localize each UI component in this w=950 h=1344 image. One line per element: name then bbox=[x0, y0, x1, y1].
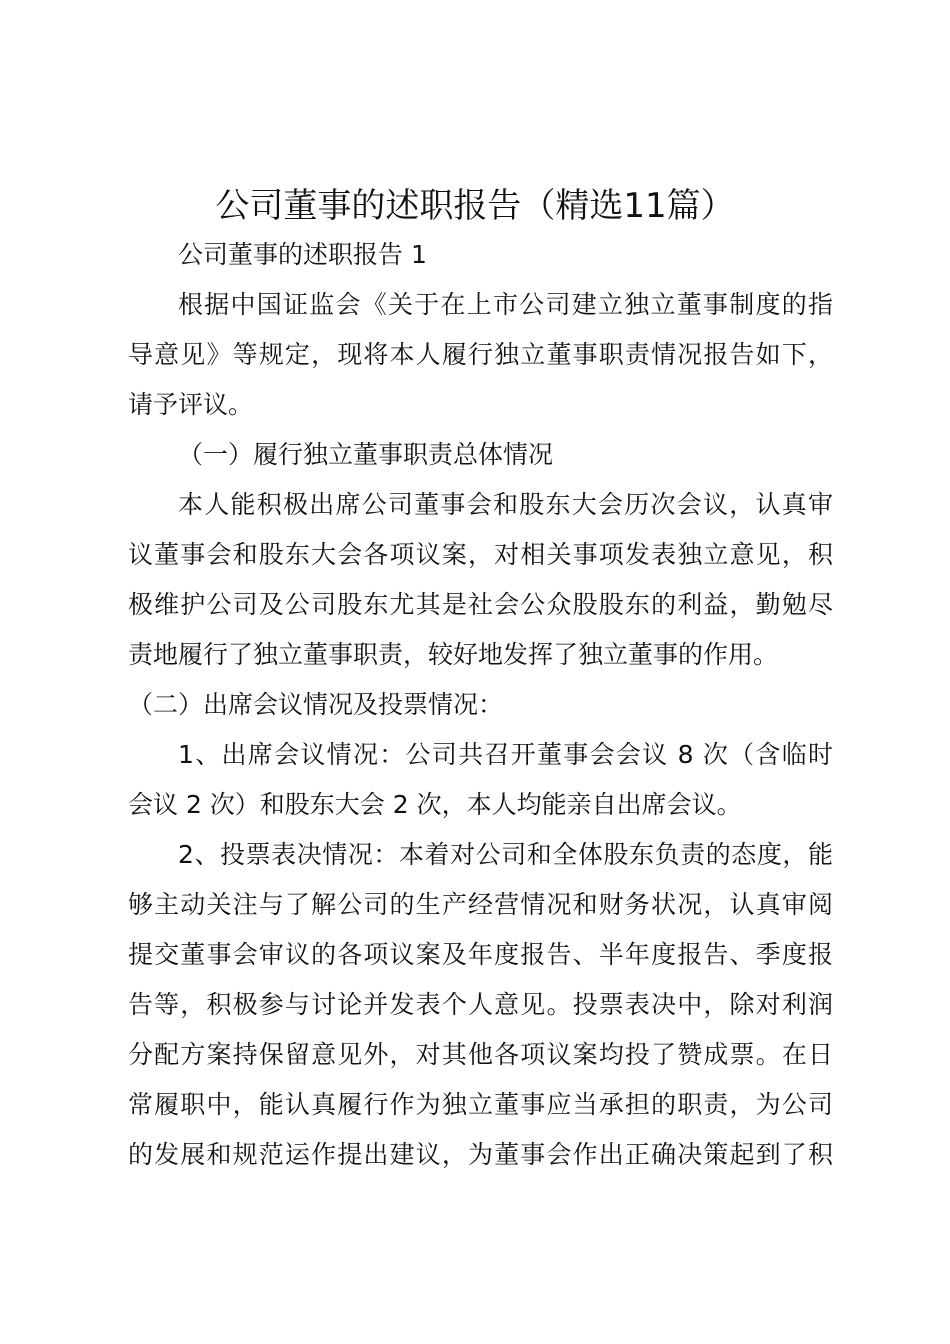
paragraph-line: 根据中国证监会《关于在上市公司建立独立董事制度的指 bbox=[178, 290, 833, 319]
paragraph-line: 会议 2 次）和股东大会 2 次，本人均能亲自出席会议。 bbox=[128, 790, 742, 819]
paragraph-line: 极维护公司及公司股东尤其是社会公众股股东的利益，勤勉尽 bbox=[128, 590, 833, 619]
paragraph-line: 够主动关注与了解公司的生产经营情况和财务状况，认真审阅 bbox=[128, 890, 833, 919]
paragraph-line: 责地履行了独立董事职责，较好地发挥了独立董事的作用。 bbox=[128, 640, 779, 669]
paragraph-line: 2、投票表决情况：本着对公司和全体股东负责的态度，能 bbox=[178, 840, 833, 869]
paragraph-line: 常履职中，能认真履行作为独立董事应当承担的职责，为公司 bbox=[128, 1090, 833, 1119]
paragraph-line: 的发展和规范运作提出建议，为董事会作出正确决策起到了积 bbox=[128, 1140, 833, 1169]
document-title: 公司董事的述职报告（精选11篇） bbox=[215, 186, 735, 226]
paragraph-line: 请予评议。 bbox=[128, 390, 254, 419]
section-heading: （一）履行独立董事职责总体情况 bbox=[178, 440, 554, 469]
paragraph-line: 分配方案持保留意见外，对其他各项议案均投了赞成票。在日 bbox=[128, 1040, 833, 1069]
paragraph-line: 导意见》等规定，现将本人履行独立董事职责情况报告如下， bbox=[128, 340, 833, 369]
paragraph-line: 议董事会和股东大会各项议案，对相关事项发表独立意见，积 bbox=[128, 540, 833, 569]
paragraph-line: 本人能积极出席公司董事会和股东大会历次会议，认真审 bbox=[178, 490, 833, 519]
paragraph-line: 告等，积极参与讨论并发表个人意见。投票表决中，除对利润 bbox=[128, 990, 833, 1019]
section-heading: （二）出席会议情况及投票情况： bbox=[128, 690, 504, 719]
paragraph-line: 1、出席会议情况：公司共召开董事会会议 8 次（含临时 bbox=[178, 740, 833, 769]
report-subtitle: 公司董事的述职报告 1 bbox=[178, 240, 427, 269]
paragraph-line: 提交董事会审议的各项议案及年度报告、半年度报告、季度报 bbox=[128, 940, 833, 969]
